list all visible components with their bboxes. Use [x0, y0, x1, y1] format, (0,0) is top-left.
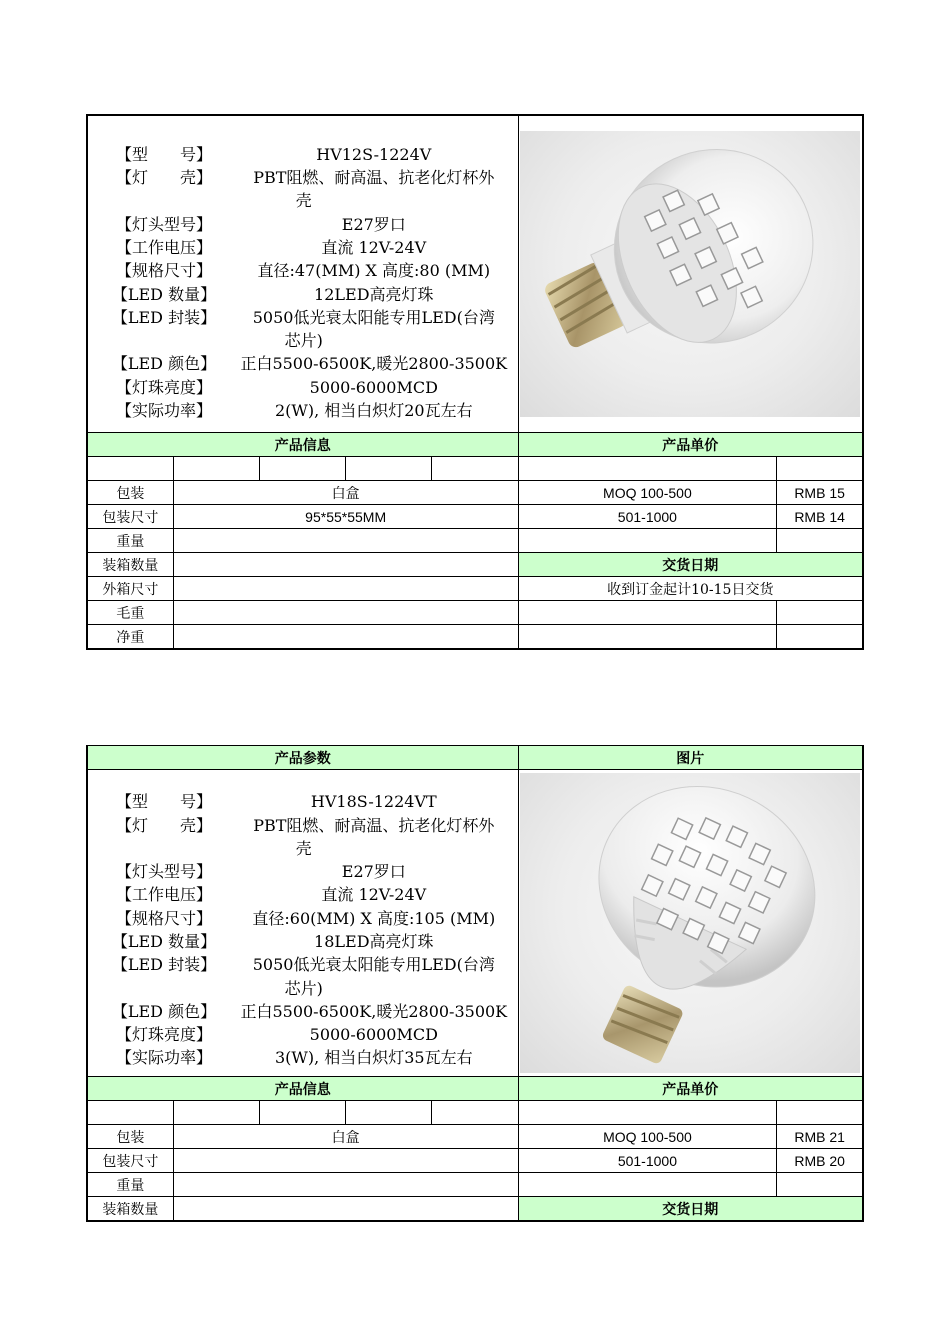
weight-value [173, 1173, 518, 1197]
carton-qty-label: 装箱数量 [87, 553, 173, 577]
blank-cell [173, 1101, 259, 1125]
blank-cell [518, 625, 777, 650]
price-value: RMB 14 [777, 505, 863, 529]
blank-cell [432, 457, 518, 481]
price-value: RMB 20 [777, 1149, 863, 1173]
spec-key: 【LED 数量】 [111, 932, 217, 951]
delivery-value: 收到订金起计10-15日交货 [518, 577, 863, 601]
blank-cell [87, 1101, 173, 1125]
info-header: 产品信息 [87, 1077, 518, 1101]
spec-key: 【灯珠亮度】 [115, 1025, 212, 1045]
gross-weight-label: 毛重 [87, 601, 173, 625]
led-bulb-photo [520, 773, 860, 1073]
spec-value: 直流 12V-24V [321, 885, 427, 905]
spec-value: PBT阻燃、耐高温、抗老化灯杯外 [253, 168, 495, 188]
spec-key: 【工作电压】 [115, 885, 212, 905]
blank-cell [173, 457, 259, 481]
packing-value: 白盒 [173, 481, 518, 505]
blank-cell [777, 529, 863, 553]
packing-label: 包装 [87, 481, 173, 505]
led-bulb-photo [520, 131, 860, 417]
net-weight-value [173, 625, 518, 650]
pack-size-value [173, 1149, 518, 1173]
blank-cell [777, 625, 863, 650]
weight-label: 重量 [87, 529, 173, 553]
price-header: 产品单价 [518, 1077, 863, 1101]
delivery-header: 交货日期 [518, 1197, 863, 1222]
blank-cell [777, 1101, 863, 1125]
pack-size-value: 95*55*55MM [173, 505, 518, 529]
spec-value: 5050低光衰太阳能专用LED(台湾 [252, 955, 495, 975]
carton-qty-label: 装箱数量 [87, 1197, 173, 1222]
spec-value-continued: 壳 [295, 191, 312, 211]
blank-cell [518, 1173, 777, 1197]
pack-size-label: 包装尺寸 [87, 1149, 173, 1173]
product-photo-cell [518, 115, 863, 433]
spec-row [94, 860, 514, 883]
spec-key: 【LED 数量】 [111, 284, 217, 304]
blank-cell [518, 457, 777, 481]
price-value: RMB 21 [777, 1125, 863, 1149]
spec-key: 【实际功率】 [115, 400, 212, 420]
spec-value: 直径:60(MM) X 高度:105 (MM) [252, 908, 496, 928]
spec-key: 【LED 颜色】 [111, 1001, 217, 1021]
price-qty: 501-1000 [518, 1149, 777, 1173]
spec-row [94, 1000, 514, 1023]
price-value: RMB 15 [777, 481, 863, 505]
spec-key: 【型 号】 [115, 792, 212, 812]
spec-key: 【灯 壳】 [115, 815, 212, 835]
spec-row [94, 1023, 514, 1046]
param-header: 产品参数 [87, 746, 518, 770]
spec-value-continued: 芯片) [284, 331, 323, 351]
spec-value: 直径:47(MM) X 高度:80 (MM) [257, 261, 491, 281]
blank-cell [777, 601, 863, 625]
net-weight-label: 净重 [87, 625, 173, 650]
spec-key: 【灯珠亮度】 [115, 377, 212, 397]
packing-value: 白盒 [173, 1125, 518, 1149]
spec-row [94, 883, 514, 906]
delivery-header: 交货日期 [518, 553, 863, 577]
spec-row [94, 814, 514, 837]
blank-cell [518, 529, 777, 553]
spec-key: 【LED 封装】 [111, 955, 217, 975]
bulb-18-icon [520, 773, 860, 1073]
spec-value: 正白5500-6500K,暖光2800-3500K [240, 1001, 508, 1021]
info-header: 产品信息 [87, 433, 518, 457]
spec-key: 【灯头型号】 [115, 862, 212, 882]
carton-qty-value [173, 553, 518, 577]
packing-label: 包装 [87, 1125, 173, 1149]
spec-row [94, 907, 514, 930]
carton-size-value [173, 577, 518, 601]
blank-cell [777, 1173, 863, 1197]
spec-cell [87, 770, 518, 1077]
blank-cell [346, 1101, 432, 1125]
bulb-12-icon [520, 131, 860, 417]
spec-row [94, 143, 514, 166]
weight-value [173, 529, 518, 553]
spec-row [94, 790, 514, 813]
spec-row [94, 953, 514, 976]
spec-row [94, 376, 514, 399]
image-header: 图片 [518, 746, 863, 770]
spec-row [94, 259, 514, 282]
spec-key: 【LED 颜色】 [111, 354, 217, 374]
blank-cell [87, 457, 173, 481]
spec-value: 3(W), 相当白炽灯35瓦左右 [274, 1048, 473, 1068]
spec-value: 12LED高亮灯珠 [314, 284, 434, 304]
spec-row [94, 930, 514, 953]
spec-row [94, 166, 514, 189]
spec-value: 5000-6000MCD [309, 377, 438, 397]
blank-cell [518, 601, 777, 625]
spec-value: 2(W), 相当白炽灯20瓦左右 [274, 400, 473, 420]
spec-key: 【灯头型号】 [115, 214, 212, 234]
blank-cell [432, 1101, 518, 1125]
spec-value: HV12S-1224V [316, 144, 432, 164]
product-photo-cell [518, 770, 863, 1077]
spec-table-2 [86, 745, 864, 1222]
price-qty: MOQ 100-500 [518, 481, 777, 505]
spec-value: 正白5500-6500K,暖光2800-3500K [240, 354, 508, 374]
spec-list [88, 126, 518, 423]
spec-value-continued: 壳 [295, 838, 312, 858]
spec-value: 直流 12V-24V [321, 237, 427, 257]
spec-key: 【LED 封装】 [111, 307, 217, 327]
spec-key: 【实际功率】 [115, 1048, 212, 1068]
spec-list [88, 776, 518, 1070]
spec-key: 【规格尺寸】 [115, 261, 212, 281]
blank-cell [346, 457, 432, 481]
pack-size-label: 包装尺寸 [87, 505, 173, 529]
spec-value: E27罗口 [341, 862, 406, 882]
spec-value: 18LED高亮灯珠 [314, 932, 434, 951]
spec-key: 【工作电压】 [115, 237, 212, 257]
spec-table-1 [86, 114, 864, 650]
spec-key: 【型 号】 [115, 144, 212, 164]
spec-row [94, 352, 514, 375]
spec-row [94, 283, 514, 306]
blank-cell [259, 457, 345, 481]
spec-row [94, 399, 514, 422]
spec-row [94, 306, 514, 329]
product-sheet-1 [86, 114, 864, 650]
price-qty: MOQ 100-500 [518, 1125, 777, 1149]
spec-value-continued: 芯片) [284, 978, 323, 998]
price-qty: 501-1000 [518, 505, 777, 529]
spec-row [94, 213, 514, 236]
spec-value: 5000-6000MCD [309, 1025, 438, 1045]
weight-label: 重量 [87, 1173, 173, 1197]
blank-cell [259, 1101, 345, 1125]
spec-cell [87, 115, 518, 433]
spec-row [94, 1046, 514, 1069]
spec-value: 5050低光衰太阳能专用LED(台湾 [252, 307, 495, 327]
spec-key: 【规格尺寸】 [115, 908, 212, 928]
price-header: 产品单价 [518, 433, 863, 457]
spec-row [94, 236, 514, 259]
spec-key: 【灯 壳】 [115, 168, 212, 188]
carton-qty-value [173, 1197, 518, 1222]
spec-value: E27罗口 [341, 214, 406, 234]
gross-weight-value [173, 601, 518, 625]
carton-size-label: 外箱尺寸 [87, 577, 173, 601]
blank-cell [518, 1101, 777, 1125]
product-sheet-2 [86, 745, 864, 1222]
spec-value: PBT阻燃、耐高温、抗老化灯杯外 [253, 815, 495, 835]
blank-cell [777, 457, 863, 481]
spec-value: HV18S-1224VT [310, 792, 437, 812]
